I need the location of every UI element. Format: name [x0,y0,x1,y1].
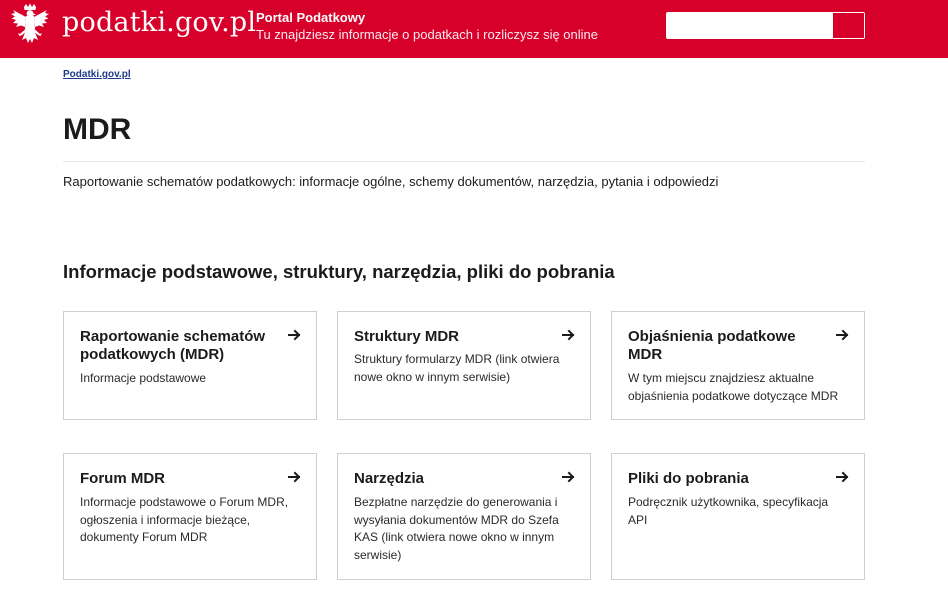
card-description: Informacje podstawowe [80,371,207,385]
card-description: Podręcznik użytkownika, specyfikacja API [628,495,829,527]
page-title: MDR [63,113,132,146]
polish-eagle-logo-icon[interactable] [10,3,50,47]
card-title: Raportowanie schematów podatkowych (MDR) [80,328,266,363]
card-title: Struktury MDR [354,328,460,345]
arrow-right-icon [288,470,302,484]
card-description: W tym miejscu znajdziesz aktualne objaśnienia podatkowe dotyczące MDR [628,371,839,403]
card-raportowanie-mdr[interactable] [63,311,317,420]
breadcrumb-home-link[interactable]: Podatki.gov.pl [63,69,131,80]
site-name-logo[interactable]: podatki.gov.pl [62,7,257,38]
section-title: Informacje podstawowe, struktury, narzędzia, pliki do pobrania [63,261,615,282]
portal-title: Portal Podatkowy [256,10,366,25]
card-title: Forum MDR [80,470,165,487]
search-input[interactable] [667,13,833,38]
site-header [0,0,948,58]
card-pliki-do-pobrania[interactable] [611,453,865,580]
card-title: Objaśnienia podatkowe MDR [628,328,796,363]
card-title: Pliki do pobrania [628,470,749,487]
arrow-right-icon [836,328,850,342]
arrow-right-icon [288,328,302,342]
search-box [666,12,865,39]
arrow-right-icon [562,470,576,484]
search-button[interactable] [833,13,865,38]
card-objasnienia-mdr[interactable] [611,311,865,420]
card-description: Bezpłatne narzędzie do generowania i wysyłania dokumentów MDR do Szefa KAS (link otwiera nowe okno w innym serwisie) [354,495,559,562]
portal-subtitle: Tu znajdziesz informacje o podatkach i rozliczysz się online [256,27,599,42]
card-title: Narzędzia [354,470,425,487]
arrow-right-icon [562,328,576,342]
card-forum-mdr[interactable] [63,453,317,580]
card-description: Informacje podstawowe o Forum MDR, ogłoszenia i informacje bieżące, dokumenty Forum MDR [80,495,289,544]
breadcrumb [63,69,131,80]
title-divider [63,161,865,162]
card-description: Struktury formularzy MDR (link otwiera nowe okno w innym serwisie) [354,352,560,384]
card-narzedzia[interactable] [337,453,591,580]
page-lead: Raportowanie schematów podatkowych: informacje ogólne, schemy dokumentów, narzędzia, pytania i odpowiedzi [63,174,719,189]
card-struktury-mdr[interactable] [337,311,591,420]
arrow-right-icon [836,470,850,484]
